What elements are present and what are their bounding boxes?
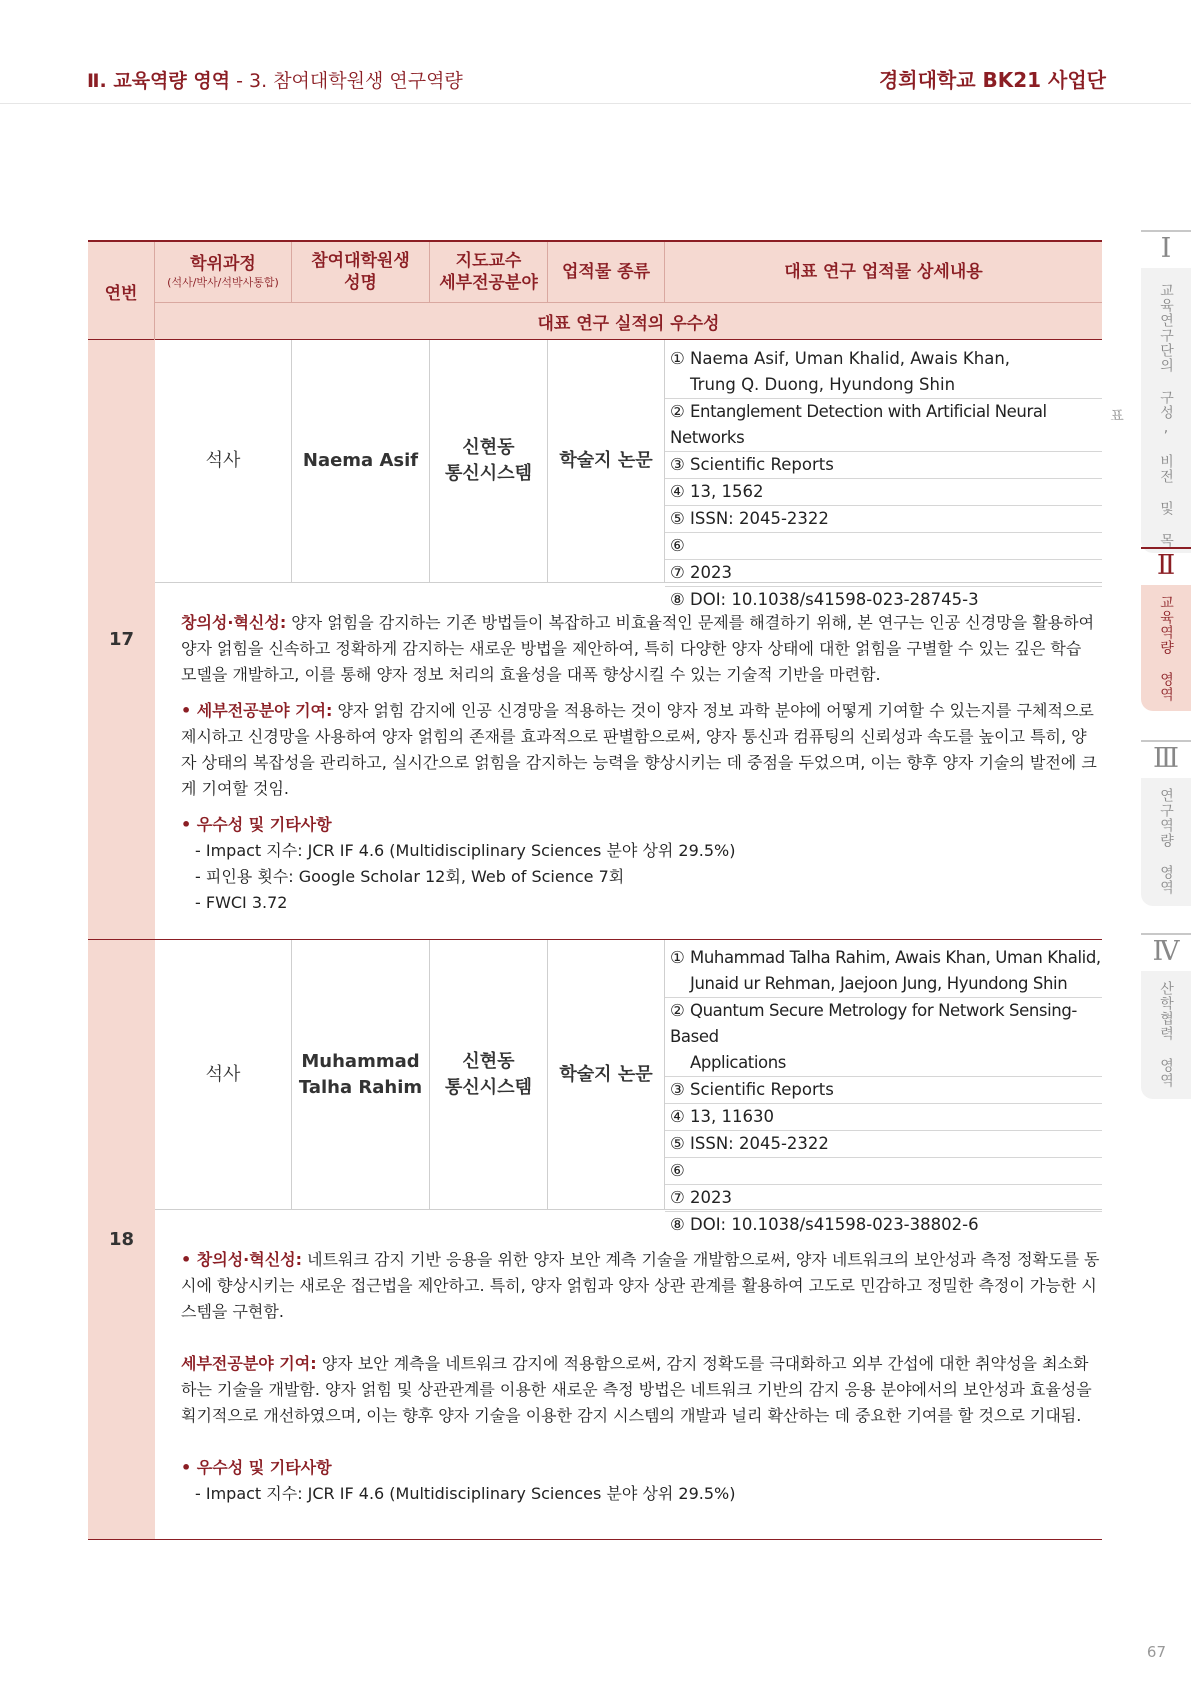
contribution-paragraph: 세부전공분야 기여: 양자 보안 계측을 네트워크 감지에 적용함으로써, 감지 정확도를 극대화하고 외부 간섭에 대한 취약성을 최소화하는 기술을 개발함. 양자 얽힘 및 상관관계를 이용한 새로운 측정 방법은 네트워크 기반의 감지 응용 분야에서의 보안성과 효율성을 획기적으로 개선하였으며, 이는 향후 양자 기술을 이용한 감지 시스템의 개발과 널리 확산하는 데 중요한 기여를 할 것으로 기대됨. — [181, 1354, 1092, 1425]
creativity-paragraph: • 창의성·혁신성: 네트워크 감지 기반 응용을 위한 양자 보안 계측 기술을 개발함으로써, 양자 네트워크의 보안성과 측정 정확도를 동시에 향상시키는 새로운 접근법을 제안하고. 특히, 양자 얽힘과 양자 상관 관계를 활용하여 고도로 민감하고 정밀한 측정이 가능한 시스템을 구현함. — [181, 1250, 1100, 1321]
type-cell: 학술지 논문 — [548, 340, 665, 582]
header-degree: 학위과정 (석사/박사/석박사통합) — [155, 242, 292, 302]
detail-item: ④ 13, 1562 — [665, 479, 1102, 506]
side-tab-numeral: Ⅲ — [1141, 740, 1191, 776]
header-detail: 대표 연구 업적물 상세내용 — [784, 262, 983, 282]
degree-cell: 석사 — [155, 340, 292, 582]
table-row — [88, 940, 1102, 1540]
detail-list — [665, 340, 1102, 613]
table-row — [88, 340, 1102, 940]
detail-item: ⑥ — [665, 533, 1102, 560]
creativity-paragraph: 창의성·혁신성: 양자 얽힘을 감지하는 기존 방법들이 복잡하고 비효율적인 문제를 해결하기 위해, 본 연구는 인공 신경망을 활용하여 양자 얽힘을 신속하고 정확하게 감지하는 새로운 방법을 제안하여, 특히 다양한 양자 상태에 대한 얽힘을 구별할 수 있는 깊은 학습 모델을 개발하고, 이를 통해 양자 정보 처리의 효율성을 대폭 향상시킬 수 있는 기술적 기반을 마련함. — [181, 613, 1095, 684]
row-summary — [155, 940, 1102, 1234]
side-tab-label: 교육연구단의 구성, 비전 및 목표 — [1108, 283, 1174, 548]
page-header — [0, 0, 1191, 104]
detail-item: ⑥ — [665, 1158, 1102, 1185]
header-num: 연번 — [88, 242, 155, 340]
student-cell: Naema Asif — [292, 340, 430, 582]
organization-name: 경희대학교 BK21 사업단 — [878, 68, 1106, 92]
type-cell: 학술지 논문 — [548, 940, 665, 1209]
degree-cell: 석사 — [155, 940, 292, 1209]
detail-item: ① Naema Asif, Uman Khalid, Awais Khan, Trung Q. Duong, Hyundong Shin — [665, 346, 1102, 399]
detail-item: ⑤ ISSN: 2045-2322 — [665, 506, 1102, 533]
page-number: 67 — [1146, 1643, 1166, 1661]
excellence-item: - 피인용 횟수: Google Scholar 12회, Web of Science 7회 — [195, 867, 625, 886]
excellence-description — [181, 1247, 1101, 1507]
side-tab-numeral: Ⅱ — [1141, 547, 1191, 583]
row-summary — [155, 340, 1102, 609]
excellence-item: - FWCI 3.72 — [195, 893, 288, 912]
student-cell: Muhammad Talha Rahim — [292, 940, 430, 1209]
side-tab-label: 산학협력 영역 — [1158, 981, 1174, 1088]
subsection-title: - 3. 참여대학원생 연구역량 — [230, 70, 463, 92]
advisor-cell: 신현동 통신시스템 — [430, 340, 548, 582]
detail-item: ② Entanglement Detection with Artificial Neural Networks — [665, 399, 1102, 452]
row-number: 18 — [88, 940, 155, 1539]
detail-item: ④ 13, 11630 — [665, 1104, 1102, 1131]
side-tab-label: 교육역량 영역 — [1158, 595, 1174, 702]
detail-item: ② Quantum Secure Metrology for Network Sensing-Based Applications — [665, 998, 1102, 1077]
excellence-item: - Impact 지수: JCR IF 4.6 (Multidisciplinary Sciences 분야 상위 29.5%) — [195, 841, 736, 860]
section-title: Ⅱ. 교육역량 영역 — [87, 70, 231, 92]
side-tab-numeral: Ⅳ — [1141, 933, 1191, 969]
header-type: 업적물 종류 — [548, 242, 665, 302]
detail-item: ③ Scientific Reports — [665, 452, 1102, 479]
contribution-paragraph: • 세부전공분야 기여: 양자 얽힘 감지에 인공 신경망을 적용하는 것이 양자 정보 과학 분야에 어떻게 기여할 수 있는지를 구체적으로 제시하고 신경망을 사용하여 양자 얽힘의 존재를 효과적으로 판별함으로써, 양자 통신과 컴퓨팅의 신뢰성과 속도를 높이고 특히, 양자 상태의 복잡성을 관리하고, 실시간으로 얽힘을 감지하는 능력을 향상시키는 데 중점을 두었으며, 이는 향후 양자 기술의 발전에 크게 기여할 것임. — [181, 701, 1097, 798]
detail-item: ① Muhammad Talha Rahim, Awais Khan, Uman Khalid, Junaid ur Rehman, Jaejoon Jung, Hyundong Shin — [665, 945, 1102, 998]
section-breadcrumb — [87, 66, 463, 93]
side-tab-numeral: Ⅰ — [1141, 230, 1191, 266]
advisor-cell: 신현동 통신시스템 — [430, 940, 548, 1209]
header-advisor: 지도교수 세부전공분야 — [430, 242, 548, 302]
table-header — [88, 240, 1102, 340]
excellence-heading: • 우수성 및 기타사항 — [181, 815, 332, 834]
row-number: 17 — [88, 340, 155, 939]
detail-item: ⑧ DOI: 10.1038/s41598-023-38802-6 — [670, 1215, 979, 1234]
detail-item: ⑤ ISSN: 2045-2322 — [665, 1131, 1102, 1158]
excellence-item: - Impact 지수: JCR IF 4.6 (Multidisciplinary Sciences 분야 상위 29.5%) — [195, 1484, 736, 1503]
header-excellence: 대표 연구 실적의 우수성 — [155, 302, 1102, 340]
header-student: 참여대학원생 성명 — [292, 242, 430, 302]
detail-item: ⑧ DOI: 10.1038/s41598-023-28745-3 — [670, 590, 979, 609]
detail-item: ⑦ 2023 — [665, 560, 1102, 587]
detail-list — [665, 940, 1102, 1238]
excellence-description — [181, 610, 1101, 916]
side-tab-label: 연구역량 영역 — [1158, 788, 1174, 895]
detail-item: ⑦ 2023 — [665, 1185, 1102, 1212]
excellence-heading: • 우수성 및 기타사항 — [181, 1458, 332, 1477]
detail-item: ③ Scientific Reports — [665, 1077, 1102, 1104]
